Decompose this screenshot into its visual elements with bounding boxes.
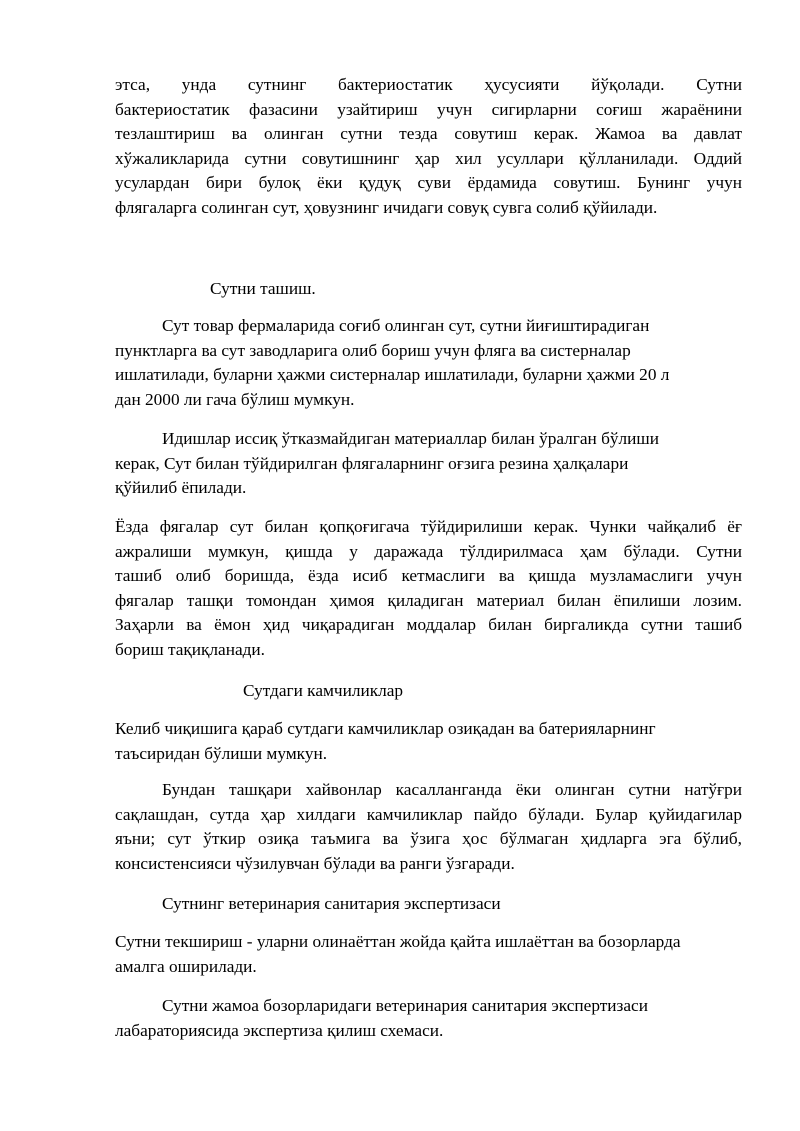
text-line: амалга оширилади. (115, 956, 257, 976)
text-line: Бундан ташқари хайвонлар касалланганда ёки олинган сутни натўғри (162, 780, 742, 799)
heading-milk-defects: Сутдаги камчиликлар (243, 681, 404, 700)
text-line: ишлатилади, буларни ҳажми систерналар ишлатилади, буларни ҳажми 20 л (115, 365, 670, 385)
paragraph-milk-cooling (115, 73, 742, 221)
text-line: бориш тақиқланади. (115, 639, 265, 659)
paragraph-inspection-places (115, 930, 742, 979)
text-line: Сутни жамоа бозорларидаги ветеринария санитария экспертизаси (162, 996, 648, 1015)
text-line: пунктларга ва сут заводларига олиб бориш учун фляга ва систерналар (115, 340, 631, 360)
text-line: флягаларга солинган сут, ҳовузнинг ичидаги совуқ сувга солиб қўйилади. (115, 197, 658, 217)
text-line: таъсиридан бўлиши мумкун. (115, 743, 328, 763)
text-line: дан 2000 ли гача бўлиш мумкун. (115, 389, 355, 409)
text-line: Заҳарли ва ёмон ҳид чиқарадиган моддалар билан биргаликда сутни ташиб (115, 615, 742, 635)
text-line: тезлаштириш ва олинган сутни тезда совутиш керак. Жамоа ва давлат (115, 124, 742, 144)
text-line: Келиб чиқишига қараб сутдаги камчиликлар озиқадан ва батерияларнинг (115, 719, 656, 738)
text-line: усулардан бири булоқ ёки қудуқ суви ёрдамида совутиш. Бунинг учун (115, 173, 742, 193)
text-line: ташиб олиб боришда, ёзда исиб кетмаслиги ва қишда музламаслиги учун (115, 566, 742, 586)
text-line: хўжаликларида сутни совутишнинг ҳар хил усуллари қўлланилади. Оддий (115, 148, 742, 168)
heading-milk-transport: Сутни ташиш. (210, 279, 316, 298)
paragraph-transport-containers (115, 314, 742, 412)
text-line: қўйилиб ёпилади. (115, 478, 247, 498)
heading-veterinary-expertise: Сутнинг ветеринария санитария экспертизаси (162, 894, 501, 913)
text-line: консистенсияси чўзилувчан бўлади ва ранги ўзгаради. (115, 853, 515, 873)
text-line: Сутни текшириш - уларни олинаёттан жойда қайта ишлаёттан ва бозорларда (115, 932, 681, 951)
text-line: яъни; сут ўткир озиқа таъмига ва ўзига ҳос бўлмаган ҳидларга эга бўлиб, (115, 829, 742, 849)
text-line: сақлашдан, сутда ҳар хилдаги камчиликлар пайдо бўлади. Булар қуйидагилар (115, 804, 742, 824)
paragraph-seasonal-transport (115, 515, 742, 663)
paragraph-lab-scheme (115, 994, 742, 1043)
paragraph-defect-causes (115, 778, 742, 876)
text-line: фягалар ташқи томондан ҳимоя қиладиган материал билан ёпилиши лозим. (115, 590, 742, 610)
text-line: ажралиши мумкун, қишда у даражада тўлдирилмаса ҳам бўлади. Сутни (115, 541, 742, 561)
paragraph-insulated-vessels (115, 427, 742, 501)
paragraph-defect-origin (115, 717, 742, 766)
text-line: Идишлар иссиқ ўтказмайдиган материаллар билан ўралган бўлиши (162, 429, 659, 448)
text-line: Сут товар фермаларида соғиб олинган сут, сутни йиғиштирадиган (162, 316, 650, 335)
text-line: керак, Сут билан тўйдирилган флягаларнинг оғзига резина ҳалқалари (115, 453, 629, 473)
text-line: бактериостатик фазасини узайтириш учун сигирларни соғиш жараёнини (115, 99, 742, 119)
text-line: Ёзда фягалар сут билан қопқоғигача тўйдирилиши керак. Чунки чайқалиб ёғ (115, 517, 742, 536)
text-line: лабараториясида экспертиза қилиш схемаси. (115, 1020, 444, 1040)
text-line: этса, унда сутнинг бактериостатик ҳусусияти йўқолади. Сутни (115, 75, 742, 94)
